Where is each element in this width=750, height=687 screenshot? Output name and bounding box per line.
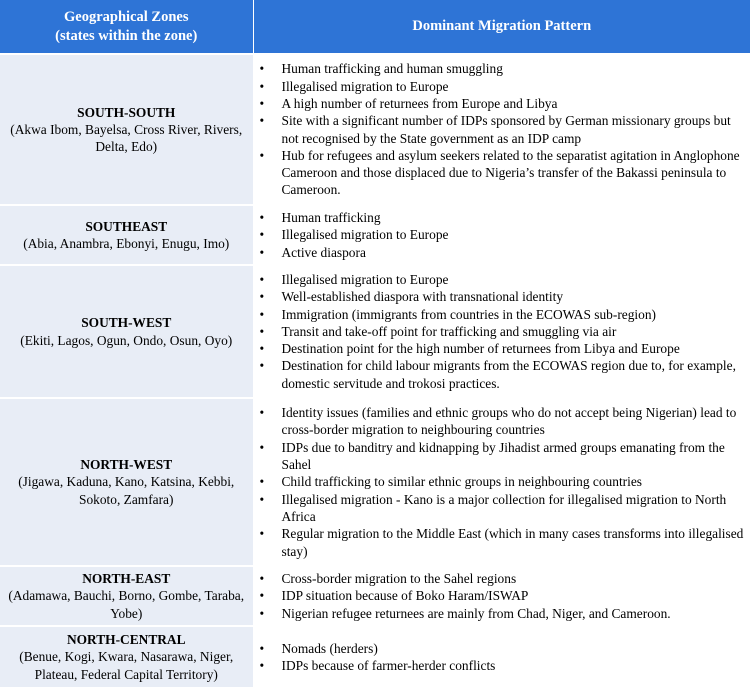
pattern-item: • Illegalised migration to Europe bbox=[254, 271, 750, 288]
pattern-item: • IDPs because of farmer-herder conflicts bbox=[254, 657, 750, 674]
pattern-item: • Regular migration to the Middle East (which in many cases transforms into illegalised stay) bbox=[254, 525, 750, 560]
pattern-item: • Immigration (immigrants from countries in the ECOWAS sub-region) bbox=[254, 306, 750, 323]
pattern-item: • Illegalised migration to Europe bbox=[254, 78, 750, 95]
zone-states: (Benue, Kogi, Kwara, Nasarawa, Niger, Plateau, Federal Capital Territory) bbox=[0, 648, 253, 683]
pattern-list bbox=[254, 209, 750, 261]
zone-name: NORTH-CENTRAL bbox=[0, 631, 253, 648]
pattern-cell bbox=[253, 205, 750, 265]
pattern-item: • Human trafficking and human smuggling bbox=[254, 60, 750, 77]
pattern-cell bbox=[253, 566, 750, 626]
pattern-item: • Illegalised migration - Kano is a major collection for illegalised migration to North Africa bbox=[254, 491, 750, 526]
pattern-item: • Transit and take-off point for trafficking and smuggling via air bbox=[254, 323, 750, 340]
header-pattern: Dominant Migration Pattern bbox=[253, 0, 750, 54]
zone-cell bbox=[0, 265, 253, 398]
zone-row-north-central bbox=[0, 626, 750, 687]
pattern-list bbox=[254, 570, 750, 622]
zone-row-north-west bbox=[0, 398, 750, 566]
zone-name: SOUTH-SOUTH bbox=[0, 104, 253, 121]
pattern-item: • Cross-border migration to the Sahel regions bbox=[254, 570, 750, 587]
pattern-item: • Hub for refugees and asylum seekers related to the separatist agitation in Anglophone Cameroon and those displaced due to Nigeria’s transfer of the Bakassi peninsula to Cameroon. bbox=[254, 147, 750, 199]
zone-row-southeast bbox=[0, 205, 750, 265]
zone-cell bbox=[0, 566, 253, 626]
pattern-list bbox=[254, 640, 750, 675]
pattern-item: • Destination for child labour migrants from the ECOWAS region due to, for example, domestic servitude and trokosi practices. bbox=[254, 357, 750, 392]
pattern-item: • Nomads (herders) bbox=[254, 640, 750, 657]
zone-name: NORTH-WEST bbox=[0, 456, 253, 473]
pattern-item: • Identity issues (families and ethnic groups who do not accept being Nigerian) lead to cross-border migration to neighbouring countries bbox=[254, 404, 750, 439]
zone-cell bbox=[0, 398, 253, 566]
header-row bbox=[0, 0, 750, 54]
zone-name: NORTH-EAST bbox=[0, 570, 253, 587]
pattern-item: • IDPs due to banditry and kidnapping by Jihadist armed groups emanating from the Sahel bbox=[254, 439, 750, 474]
zone-cell bbox=[0, 54, 253, 205]
zone-row-south-west bbox=[0, 265, 750, 398]
pattern-item: • Child trafficking to similar ethnic groups in neighbouring countries bbox=[254, 473, 750, 490]
pattern-item: • Site with a significant number of IDPs sponsored by German missionary groups but not recognised by the State government as an IDP camp bbox=[254, 112, 750, 147]
pattern-item: • Well-established diaspora with transnational identity bbox=[254, 288, 750, 305]
pattern-list bbox=[254, 271, 750, 392]
pattern-cell bbox=[253, 54, 750, 205]
pattern-item: • Human trafficking bbox=[254, 209, 750, 226]
pattern-item: • Illegalised migration to Europe bbox=[254, 226, 750, 243]
zone-row-north-east bbox=[0, 566, 750, 626]
zone-cell bbox=[0, 626, 253, 687]
pattern-item: • IDP situation because of Boko Haram/ISWAP bbox=[254, 587, 750, 604]
zone-states: (Jigawa, Kaduna, Kano, Katsina, Kebbi, Sokoto, Zamfara) bbox=[0, 473, 253, 508]
pattern-cell bbox=[253, 626, 750, 687]
zone-cell bbox=[0, 205, 253, 265]
pattern-list bbox=[254, 60, 750, 198]
header-zones-line1: Geographical Zones bbox=[64, 9, 188, 25]
header-zones-line2: (states within the zone) bbox=[55, 28, 197, 44]
pattern-cell bbox=[253, 398, 750, 566]
zone-states: (Ekiti, Lagos, Ogun, Ondo, Osun, Oyo) bbox=[0, 332, 253, 349]
pattern-item: • Destination point for the high number of returnees from Libya and Europe bbox=[254, 340, 750, 357]
zone-states: (Akwa Ibom, Bayelsa, Cross River, Rivers, Delta, Edo) bbox=[0, 121, 253, 156]
header-zones bbox=[0, 0, 253, 54]
pattern-item: • Nigerian refugee returnees are mainly from Chad, Niger, and Cameroon. bbox=[254, 605, 750, 622]
pattern-item: • Active diaspora bbox=[254, 244, 750, 261]
zone-row-south-south bbox=[0, 54, 750, 205]
zone-name: SOUTHEAST bbox=[0, 218, 253, 235]
zone-states: (Adamawa, Bauchi, Borno, Gombe, Taraba, Yobe) bbox=[0, 587, 253, 622]
pattern-list bbox=[254, 404, 750, 560]
pattern-cell bbox=[253, 265, 750, 398]
pattern-item: • A high number of returnees from Europe and Libya bbox=[254, 95, 750, 112]
zone-states: (Abia, Anambra, Ebonyi, Enugu, Imo) bbox=[0, 235, 253, 252]
zone-name: SOUTH-WEST bbox=[0, 314, 253, 331]
